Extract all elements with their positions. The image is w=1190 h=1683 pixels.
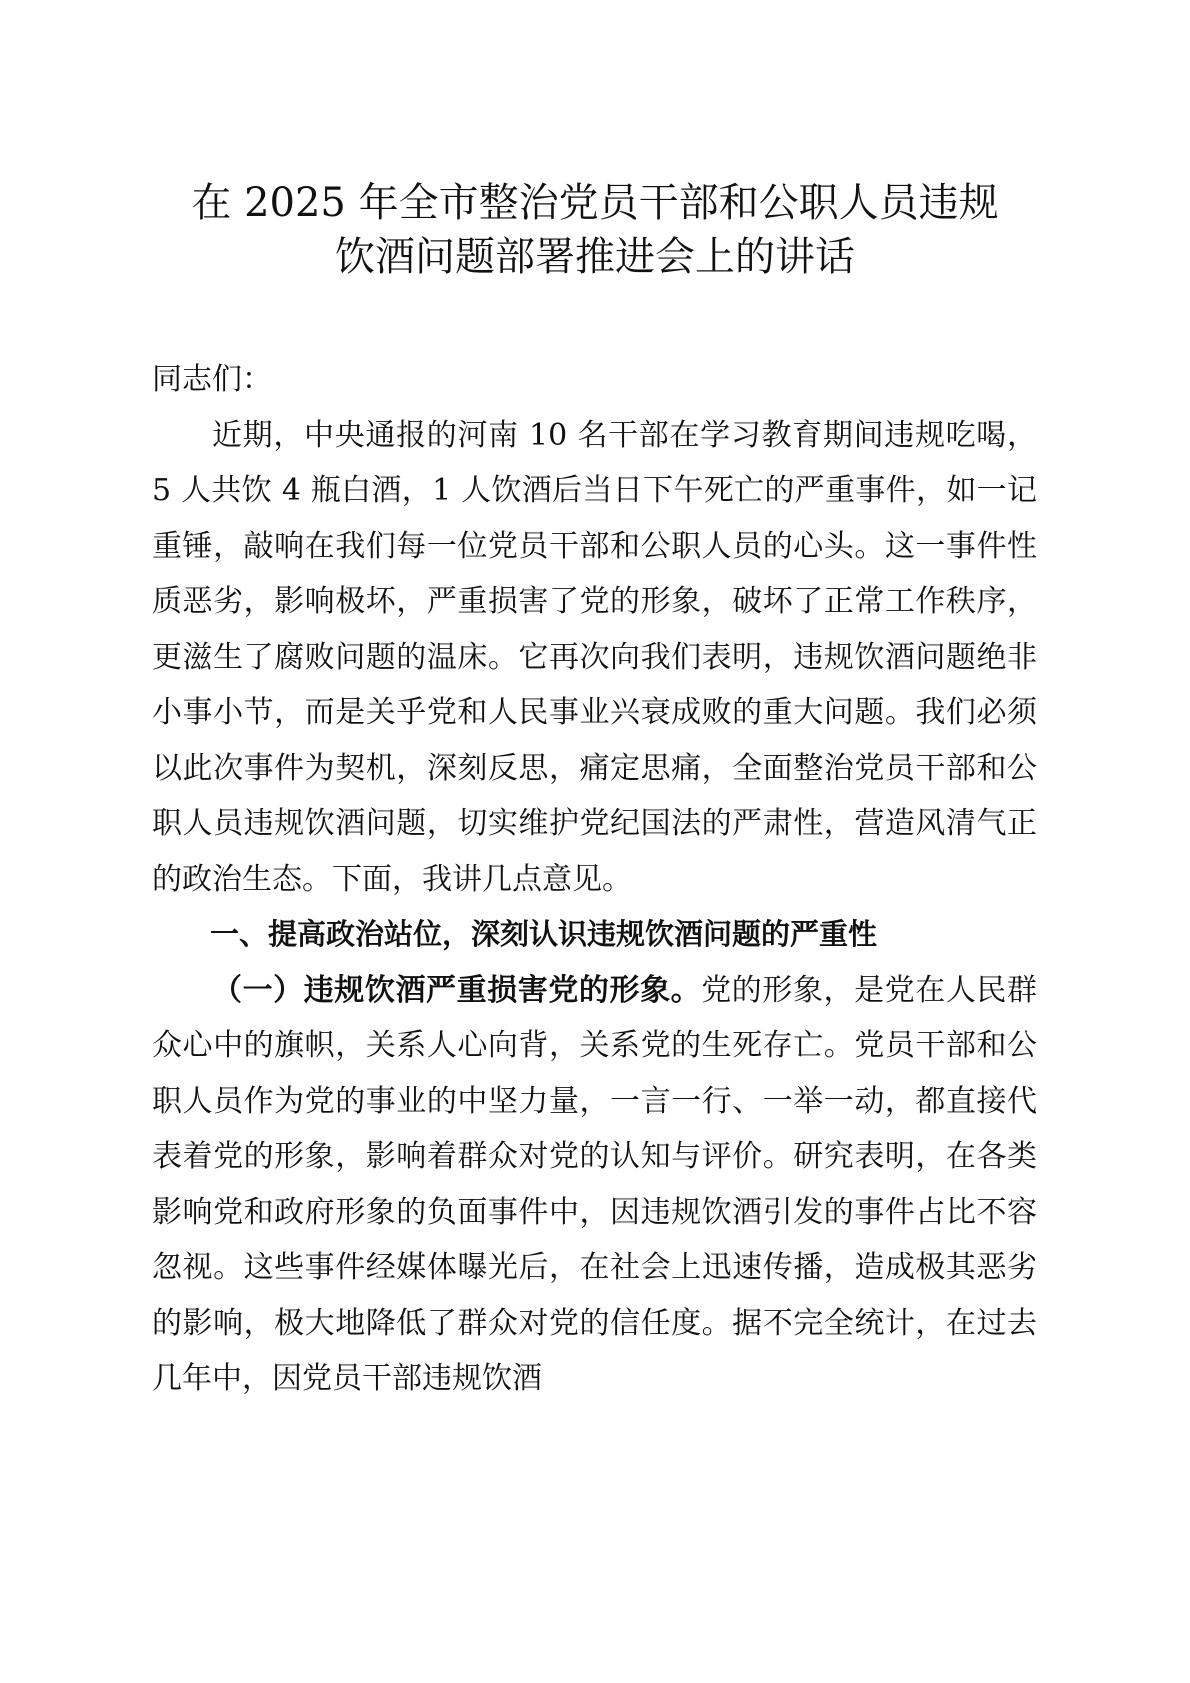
salutation: 同志们： (152, 362, 272, 397)
document-body (152, 352, 1037, 1407)
section-1-heading: 一、提高政治站位，深刻认识违规饮酒问题的严重性 (210, 917, 878, 951)
title-line-2: 饮酒问题部署推进会上的讲话 (335, 234, 855, 280)
intro-paragraph: 近期，中央通报的河南 10 名干部在学习教育期间违规吃喝，5 人共饮 4 瓶白酒，1 人饮酒后当日下午死亡的严重事件，如一记重锤，敲响在我们每一位党员干部和公职人员的心头。这一事件性质恶劣，影响极坏，严重损害了党的形象，破坏了正常工作秩序，更滋生了腐败问题的温床。它再次向我们表明，违规饮酒问题绝非小事小节，而是关乎党和人民事业兴衰成败的重大问题。我们必须以此次事件为契机，深刻反思，痛定思痛，全面整治党员干部和公职人员违规饮酒问题，切实维护党纪国法的严肃性，营造风清气正的政治生态。下面，我讲几点意见。 (152, 417, 1037, 897)
section-1-sub-1-text: 党的形象，是党在人民群众心中的旗帜，关系人心向背，关系党的生死存亡。党员干部和公职人员作为党的事业的中坚力量，一言一行、一举一动，都直接代表着党的形象，影响着群众对党的认知与评价。研究表明，在各类影响党和政府形象的负面事件中，因违规饮酒引发的事件占比不容忽视。这些事件经媒体曝光后，在社会上迅速传播，造成极其恶劣的影响，极大地降低了群众对党的信任度。据不完全统计，在过去几年中，因党员干部违规饮酒 (152, 972, 1038, 1396)
title-line-1: 在 2025 年全市整治党员干部和公职人员违规 (191, 180, 999, 226)
document-title (100, 176, 1090, 284)
section-1-sub-1-heading: （一）违规饮酒严重损害党的形象。 (212, 972, 702, 1008)
section-1-paragraph-1 (152, 963, 1037, 1407)
